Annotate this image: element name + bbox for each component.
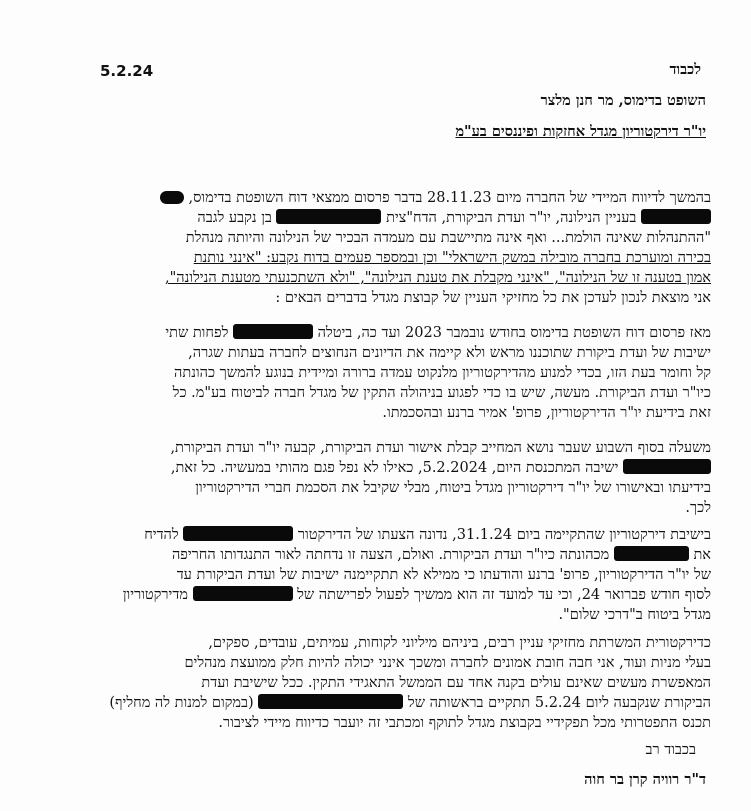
p4-line-1 [40, 525, 711, 545]
p5-text-4: הביקורת שנקבעה ליום 5.2.24 תתקיים בראשותה של [407, 695, 711, 711]
p4-text-4: מכהונתה כיו"ר ועדת הביקורת. ואולם, הצעה זו נדחתה לאור התנגדותו החריפה [171, 547, 610, 563]
p5-line-1: כדירקטורית המשרתת מחזיקי עניין רבים, ביניהם מיליוני לקוחות, עמיתים, עובדים, ספקים, [208, 635, 711, 651]
p2-line-4: כיו"ר ועדת הביקורת. מעשה, שיש בו כדי לפגוע בניהולה התקין של מגדל חברה לביטוח בע"מ. כל [172, 385, 711, 401]
p5-line-2: בעלי מניות ועוד, אני חבה חובת אמונים לחברה ומשכך אינני יכולה להיות חלק ממועצת מנהלים [184, 655, 711, 671]
p2-line-3: קל וחומר בעת הזו, בכדי למנוע מהדירקטוריון מלנקוט עמדה ברורה ומיידית בנוגע להמשך כהונתה [174, 365, 711, 381]
redaction-box [183, 526, 293, 541]
p4-line-2 [40, 545, 711, 565]
p5-line-3: המאפשרת מעשים שאינם עולים בקנה אחד עם הממשל התאגידי התקין. ככל שישיבת ועדת [201, 675, 711, 691]
redaction-box [623, 459, 711, 474]
redaction-box [193, 586, 293, 601]
redaction-box [276, 209, 381, 224]
p5-text-5: (במקום למנות לה מחליף) [109, 695, 254, 711]
p5-line-4 [40, 693, 711, 713]
p2-line-2: ישיבות של ועדת ביקורת שתוכננו מראש ולא קיימה את הדיונים הנחוצים לחברה בעתות שגרה, [188, 345, 711, 361]
p1-text-5: בכירה ומוערכת בחברה מובילה במשק הישראלי" וכן ובמספר פעמים בדוח נקבע: "אינני נותנת [193, 250, 711, 266]
p2-line-1 [40, 323, 711, 343]
redaction-box [233, 324, 313, 339]
p1-line-1 [40, 188, 711, 208]
p2-text-1: מאז פרסום דוח השופטת בדימוס בחודש נובמבר 2023 ועד כה, ביטלה [317, 325, 711, 341]
p3-text-2: ישיבה המתכנסת היום, 5.2.2024, כאילו לא נפל פגם מהותי במעשיה. כל זאת, [170, 460, 619, 476]
recipient: השופט בדימוס, מר חנן מלצר [540, 92, 706, 109]
p1-line-6 [40, 288, 711, 308]
p1-text-4: "ההתנהלות שאינה הולמת... ואף אינה מתיישבת עם מעמדה הבכיר של הנילונה והיותה מנהלת [185, 230, 711, 246]
p1-line-5 [40, 268, 711, 288]
p4-line-5: מגדל ביטוח ב"דרכי שלום". [558, 607, 711, 623]
p1-line-2 [40, 208, 711, 228]
p3-line-2 [40, 458, 711, 478]
p3-line-1: משעלה בסוף השבוע שעבר נושא המחייב קבלת אישור ועדת הביקורת, קבעה יו"ר ועדת הביקורת, [170, 440, 711, 456]
p4-line-4 [40, 585, 711, 605]
p4-text-3: את [693, 547, 711, 563]
p1-text-1: בהמשך לדיווח המיידי של החברה מיום 28.11.23 בדבר פרסום ממצאי דוח השופטת בדימוס, [188, 190, 711, 206]
p3-line-4: לכך. [685, 500, 711, 516]
closing: בכבוד רב [645, 742, 696, 758]
letter-date: 5.2.24 [100, 62, 154, 80]
p1-line-4 [40, 248, 711, 268]
redaction-blob [160, 191, 184, 204]
p2-text-2: לפחות שתי [165, 325, 229, 341]
salutation: לכבוד [669, 61, 701, 78]
subject-text: יו"ר דירקטוריון מגדל אחזקות ופיננסים בע"מ [455, 123, 706, 140]
signature: ד"ר רוויה קרן בר חוה [584, 771, 706, 788]
p4-text-2: להדיח [144, 527, 179, 543]
subject-line [40, 122, 706, 142]
p1-text-3: בן נקבע לגבה [197, 210, 272, 226]
redaction-box [614, 546, 689, 561]
p5-line-5: תכנס התפטרותי מכל תפקידיי בקבוצת מגדל לתוקף ומכתבי זה יועבר כדיווח מיידי לציבור. [218, 715, 711, 731]
p4-text-6: מדירקטוריון [122, 587, 188, 603]
p1-line-3 [40, 228, 711, 248]
p4-line-3: של יו"ר הדירקטוריון, פרופ' ברנע והודעתו כי ממילא לא תתקיימנה ישיבות של ועדת הביקורת עד [176, 567, 711, 583]
p3-line-3: בידיעתו ובאישורו של יו"ר דירקטוריון מגדל ביטוח, מבלי שקיבל את הסכמת חברי הדירקטוריון [195, 480, 711, 496]
p2-line-5: זאת בידיעת יו"ר הדירקטוריון, פרופ' אמיר ברנע ובהסכמתו. [382, 405, 711, 421]
p1-text-7: אני מוצאת לנכון לעדכן את כל מחזיקי העניין של קבוצת מגדל בדברים הבאים : [275, 290, 711, 306]
p1-text-6: אמון בטענה זו של הנילונה", "אינני מקבלת את טענת הנילונה", "ולא השתכנעתי מטענת הנילונה", [164, 270, 711, 286]
redaction-box [641, 209, 711, 224]
redaction-box [258, 694, 403, 709]
p4-text-5: לסוף חודש פברואר 24, וכי עד למועד זה הוא ממשיך לפעול לפרישתה של [297, 587, 711, 603]
p1-text-2: בעניין הנילונה, יו"ר ועדת הביקורת, הדח"צית [386, 210, 637, 226]
p4-text-1: בישיבת דירקטוריון שהתקיימה ביום 31.1.24, נדונה הצעתו של הדירקטור [297, 527, 711, 543]
